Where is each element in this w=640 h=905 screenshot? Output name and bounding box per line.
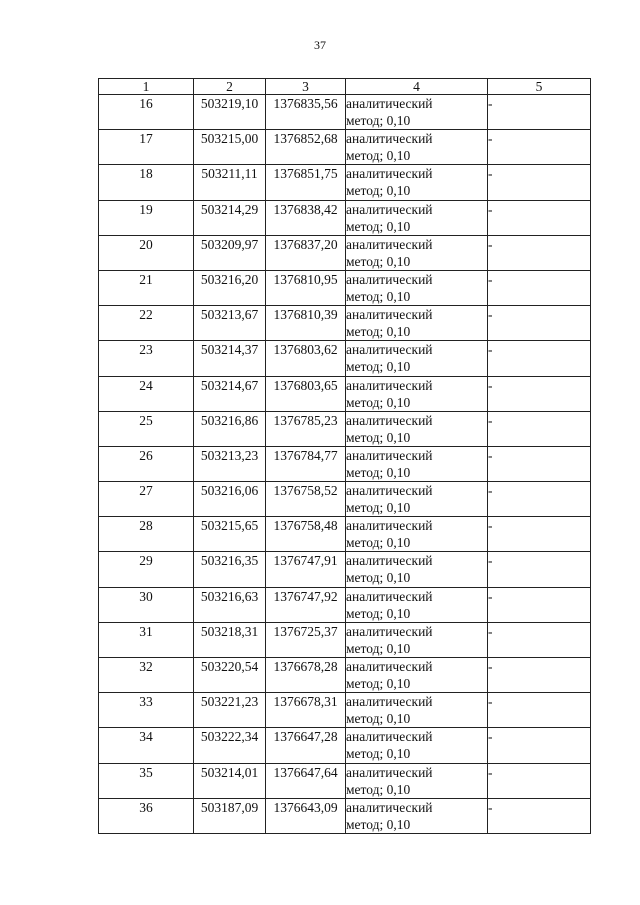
note-cell: -	[488, 95, 591, 130]
method-line-1: аналитический	[346, 412, 433, 428]
method-line-2: метод; 0,10	[346, 500, 411, 516]
table-row	[99, 693, 591, 728]
method-accuracy	[346, 306, 488, 341]
table-row	[99, 798, 591, 833]
method-line-2: метод; 0,10	[346, 676, 411, 691]
method-accuracy	[346, 728, 488, 763]
coordinate-x: 503215,00	[194, 130, 266, 165]
coordinate-y: 1376647,64	[266, 763, 346, 798]
header-col-3: 3	[266, 79, 346, 95]
coordinate-x: 503214,01	[194, 763, 266, 798]
point-number: 25	[99, 411, 194, 446]
coordinate-x: 503216,20	[194, 270, 266, 305]
note-cell: -	[488, 587, 591, 622]
note-cell: -	[488, 482, 591, 517]
coordinate-x: 503209,97	[194, 235, 266, 270]
method-line-2: метод; 0,10	[346, 394, 411, 410]
method-accuracy	[346, 376, 488, 411]
table-row	[99, 200, 591, 235]
point-number: 26	[99, 446, 194, 481]
method-accuracy	[346, 95, 488, 130]
point-number: 24	[99, 376, 194, 411]
table-row	[99, 376, 591, 411]
note-cell: -	[488, 658, 591, 693]
note-cell: -	[488, 341, 591, 376]
note-cell: -	[488, 798, 591, 833]
method-accuracy	[346, 763, 488, 798]
table-row	[99, 306, 591, 341]
header-col-5: 5	[488, 79, 591, 95]
note-cell: -	[488, 306, 591, 341]
method-accuracy	[346, 200, 488, 235]
method-line-2: метод; 0,10	[346, 640, 411, 656]
point-number: 34	[99, 728, 194, 763]
method-line-2: метод; 0,10	[346, 183, 411, 199]
coordinate-x: 503214,29	[194, 200, 266, 235]
coordinate-y: 1376837,20	[266, 235, 346, 270]
method-accuracy	[346, 270, 488, 305]
note-cell: -	[488, 446, 591, 481]
table-row	[99, 446, 591, 481]
note-cell: -	[488, 270, 591, 305]
method-line-1: аналитический	[346, 131, 433, 147]
note-cell: -	[488, 693, 591, 728]
point-number: 33	[99, 693, 194, 728]
coordinate-x: 503216,63	[194, 587, 266, 622]
method-line-2: метод; 0,10	[346, 711, 411, 727]
method-line-1: аналитический	[346, 518, 433, 534]
note-cell: -	[488, 411, 591, 446]
coordinate-x: 503187,09	[194, 798, 266, 833]
method-line-1: аналитический	[346, 166, 433, 182]
method-line-2: метод; 0,10	[346, 288, 411, 304]
note-cell: -	[488, 165, 591, 200]
coordinate-y: 1376643,09	[266, 798, 346, 833]
table-row	[99, 411, 591, 446]
note-cell: -	[488, 763, 591, 798]
table-row	[99, 587, 591, 622]
page-number: 37	[314, 38, 326, 52]
header-row	[99, 79, 591, 95]
method-line-2: метод; 0,10	[346, 429, 411, 445]
coordinate-x: 503213,23	[194, 446, 266, 481]
table-row	[99, 341, 591, 376]
table-row	[99, 517, 591, 552]
method-line-1: аналитический	[346, 96, 433, 111]
point-number: 17	[99, 130, 194, 165]
coordinate-y: 1376725,37	[266, 622, 346, 657]
coordinate-y: 1376647,28	[266, 728, 346, 763]
method-line-2: метод; 0,10	[346, 781, 411, 797]
coordinate-x: 503214,67	[194, 376, 266, 411]
coordinate-y: 1376758,48	[266, 517, 346, 552]
method-accuracy	[346, 341, 488, 376]
method-line-2: метод; 0,10	[346, 324, 411, 340]
method-accuracy	[346, 446, 488, 481]
point-number: 35	[99, 763, 194, 798]
coordinate-y: 1376838,42	[266, 200, 346, 235]
note-cell: -	[488, 235, 591, 270]
method-line-1: аналитический	[346, 588, 433, 604]
point-number: 21	[99, 270, 194, 305]
coordinate-x: 503220,54	[194, 658, 266, 693]
table-row	[99, 763, 591, 798]
method-line-1: аналитический	[346, 201, 433, 217]
table-row	[99, 658, 591, 693]
table-row	[99, 130, 591, 165]
method-line-2: метод; 0,10	[346, 605, 411, 621]
point-number: 19	[99, 200, 194, 235]
point-number: 27	[99, 482, 194, 517]
note-cell: -	[488, 517, 591, 552]
point-number: 20	[99, 235, 194, 270]
coordinate-x: 503214,37	[194, 341, 266, 376]
coordinate-y: 1376758,52	[266, 482, 346, 517]
table-row	[99, 165, 591, 200]
point-number: 32	[99, 658, 194, 693]
method-line-1: аналитический	[346, 694, 433, 710]
method-line-1: аналитический	[346, 799, 433, 815]
method-line-2: метод; 0,10	[346, 359, 411, 375]
coordinate-y: 1376803,65	[266, 376, 346, 411]
coordinate-x: 503222,34	[194, 728, 266, 763]
point-number: 29	[99, 552, 194, 587]
method-line-2: метод; 0,10	[346, 218, 411, 234]
table-row	[99, 235, 591, 270]
header-col-4: 4	[346, 79, 488, 95]
point-number: 18	[99, 165, 194, 200]
method-line-1: аналитический	[346, 623, 433, 639]
coordinate-y: 1376835,56	[266, 95, 346, 130]
coordinate-y: 1376747,92	[266, 587, 346, 622]
note-cell: -	[488, 728, 591, 763]
point-number: 31	[99, 622, 194, 657]
coordinate-y: 1376678,31	[266, 693, 346, 728]
method-accuracy	[346, 411, 488, 446]
note-cell: -	[488, 200, 591, 235]
table-row	[99, 552, 591, 587]
note-cell: -	[488, 376, 591, 411]
coordinate-x: 503216,06	[194, 482, 266, 517]
method-line-1: аналитический	[346, 447, 433, 463]
coordinate-y: 1376785,23	[266, 411, 346, 446]
method-accuracy	[346, 130, 488, 165]
coordinate-x: 503213,67	[194, 306, 266, 341]
coordinate-x: 503218,31	[194, 622, 266, 657]
method-line-1: аналитический	[346, 659, 433, 674]
method-accuracy	[346, 658, 488, 693]
table-row	[99, 270, 591, 305]
method-line-2: метод; 0,10	[346, 113, 411, 128]
method-line-2: метод; 0,10	[346, 253, 411, 269]
coordinate-y: 1376678,28	[266, 658, 346, 693]
coordinate-y: 1376851,75	[266, 165, 346, 200]
method-line-2: метод; 0,10	[346, 816, 411, 832]
coordinate-y: 1376810,39	[266, 306, 346, 341]
point-number: 22	[99, 306, 194, 341]
method-line-1: аналитический	[346, 553, 433, 569]
note-cell: -	[488, 552, 591, 587]
method-accuracy	[346, 235, 488, 270]
method-line-1: аналитический	[346, 729, 433, 745]
header-col-2: 2	[194, 79, 266, 95]
coordinate-x: 503211,11	[194, 165, 266, 200]
table-row	[99, 95, 591, 130]
coordinate-y: 1376803,62	[266, 341, 346, 376]
method-line-1: аналитический	[346, 342, 433, 358]
method-accuracy	[346, 165, 488, 200]
point-number: 28	[99, 517, 194, 552]
header-col-1: 1	[99, 79, 194, 95]
table-body	[99, 95, 591, 834]
method-accuracy	[346, 693, 488, 728]
coordinate-x: 503215,65	[194, 517, 266, 552]
coordinate-x: 503219,10	[194, 95, 266, 130]
method-line-1: аналитический	[346, 307, 433, 323]
method-line-1: аналитический	[346, 236, 433, 252]
coordinate-y: 1376810,95	[266, 270, 346, 305]
note-cell: -	[488, 130, 591, 165]
method-accuracy	[346, 517, 488, 552]
method-accuracy	[346, 482, 488, 517]
table-row	[99, 482, 591, 517]
method-line-2: метод; 0,10	[346, 148, 411, 164]
coordinate-y: 1376747,91	[266, 552, 346, 587]
method-line-2: метод; 0,10	[346, 746, 411, 762]
coordinates-table	[98, 78, 591, 834]
point-number: 36	[99, 798, 194, 833]
point-number: 23	[99, 341, 194, 376]
method-accuracy	[346, 798, 488, 833]
method-accuracy	[346, 552, 488, 587]
note-cell: -	[488, 622, 591, 657]
method-line-2: метод; 0,10	[346, 570, 411, 586]
method-line-1: аналитический	[346, 483, 433, 499]
method-line-2: метод; 0,10	[346, 464, 411, 480]
coordinate-y: 1376784,77	[266, 446, 346, 481]
coordinate-x: 503221,23	[194, 693, 266, 728]
method-line-2: метод; 0,10	[346, 535, 411, 551]
method-line-1: аналитический	[346, 377, 433, 393]
coordinate-x: 503216,86	[194, 411, 266, 446]
point-number: 16	[99, 95, 194, 130]
coordinate-y: 1376852,68	[266, 130, 346, 165]
method-accuracy	[346, 622, 488, 657]
method-line-1: аналитический	[346, 764, 433, 780]
method-line-1: аналитический	[346, 271, 433, 287]
table-header	[99, 79, 591, 95]
table-row	[99, 728, 591, 763]
table-row	[99, 622, 591, 657]
point-number: 30	[99, 587, 194, 622]
coordinate-x: 503216,35	[194, 552, 266, 587]
method-accuracy	[346, 587, 488, 622]
